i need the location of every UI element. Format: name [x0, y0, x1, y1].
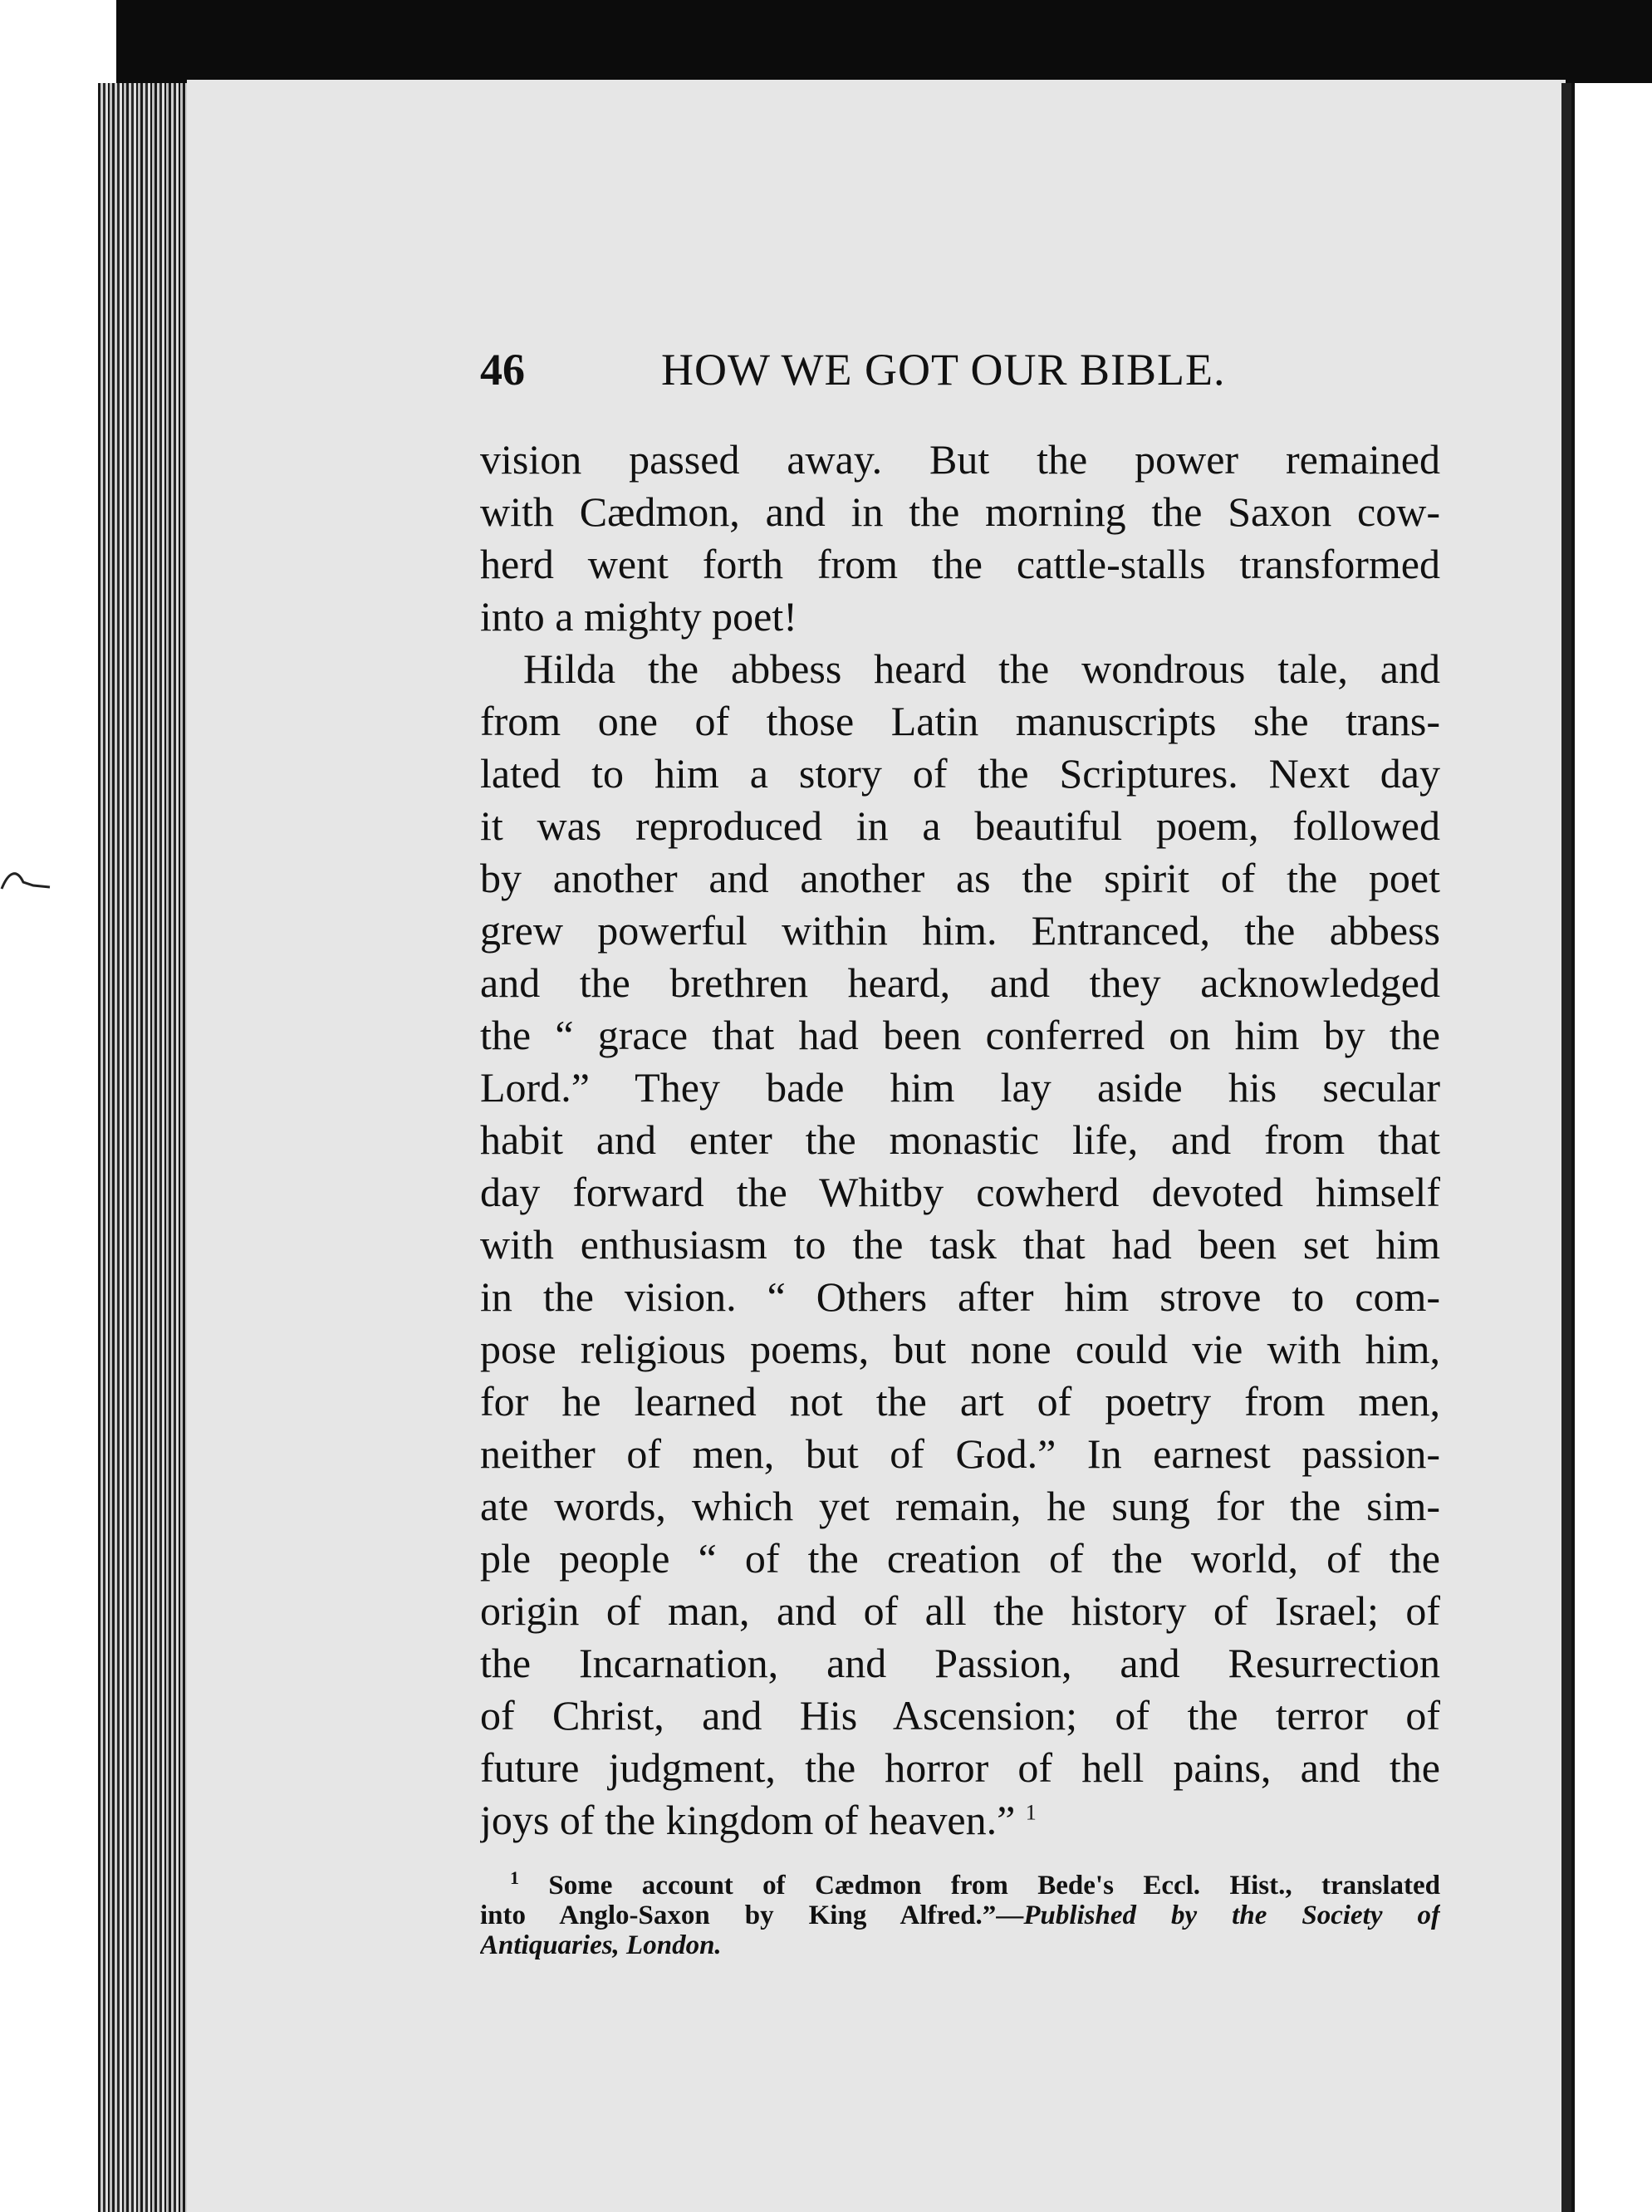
text-line: for he learned not the art of poetry from men, [480, 1378, 1440, 1425]
text-line: it was reproduced in a beautiful poem, followed [480, 802, 1440, 849]
text-line: lated to him a story of the Scriptures. Next day [480, 750, 1440, 797]
footnote-text-1: Some account of Cædmon from Bede's Eccl. Hist., translated [548, 1871, 1440, 1901]
right-margin [1571, 83, 1652, 2212]
text-line: neither of men, but of God.” In earnest passion- [480, 1430, 1440, 1477]
text-line-final-content: joys of the kingdom of heaven.” [480, 1797, 1016, 1843]
footnote [480, 1871, 1440, 1960]
footnote-line-1 [480, 1871, 1440, 1901]
text-line: ple people “ of the creation of the world, of the [480, 1535, 1440, 1582]
page-number: 46 [480, 345, 525, 395]
text-line: origin of man, and of all the history of Israel; of [480, 1587, 1440, 1634]
text-line: from one of those Latin manuscripts she trans- [480, 698, 1440, 744]
text-line: the Incarnation, and Passion, and Resurrection [480, 1640, 1440, 1686]
gutter-shadow [1561, 83, 1571, 2212]
text-line: Hilda the abbess heard the wondrous tale, and [523, 645, 1440, 692]
scan-artifact-mark [0, 864, 58, 897]
text-line: grew powerful within him. Entranced, the abbess [480, 907, 1440, 954]
text-line: by another and another as the spirit of the poet [480, 855, 1440, 901]
footnote-marker: 1 [510, 1871, 519, 1888]
text-line: ate words, which yet remain, he sung for the sim- [480, 1483, 1440, 1529]
text-line-final [480, 1794, 1440, 1847]
text-line: future judgment, the horror of hell pains, and the [480, 1744, 1440, 1791]
footnote-text-2: into Anglo-Saxon by King Alfred.”— [480, 1901, 1024, 1930]
footnote-line-2 [480, 1901, 1440, 1930]
footnote-line-3: Antiquaries, London. [480, 1930, 722, 1960]
running-title: HOW WE GOT OUR BIBLE. [661, 345, 1226, 395]
text-line: vision passed away. But the power remained [480, 436, 1440, 483]
page-header [480, 337, 1440, 404]
text-line: and the brethren heard, and they acknowledged [480, 959, 1440, 1006]
text-line: with enthusiasm to the task that had been set him [480, 1221, 1440, 1268]
text-line: habit and enter the monastic life, and from that [480, 1116, 1440, 1163]
footnote-publisher: Published by the Society of [1023, 1901, 1440, 1930]
body-text [480, 434, 1440, 1847]
text-line: the “ grace that had been conferred on him by the [480, 1012, 1440, 1058]
book-page-edges [98, 83, 191, 2212]
text-line: Lord.” They bade him lay aside his secular [480, 1064, 1440, 1111]
text-line: pose religious poems, but none could vie with him, [480, 1326, 1440, 1372]
text-line: into a mighty poet! [480, 593, 797, 640]
text-line: with Cædmon, and in the morning the Saxon cow- [480, 488, 1440, 535]
footnote-reference: 1 [1025, 1800, 1037, 1825]
text-line: day forward the Whitby cowherd devoted himself [480, 1169, 1440, 1215]
text-line: of Christ, and His Ascension; of the terror of [480, 1692, 1440, 1739]
text-line: in the vision. “ Others after him strove to com- [480, 1273, 1440, 1320]
text-line: herd went forth from the cattle-stalls transformed [480, 541, 1440, 587]
